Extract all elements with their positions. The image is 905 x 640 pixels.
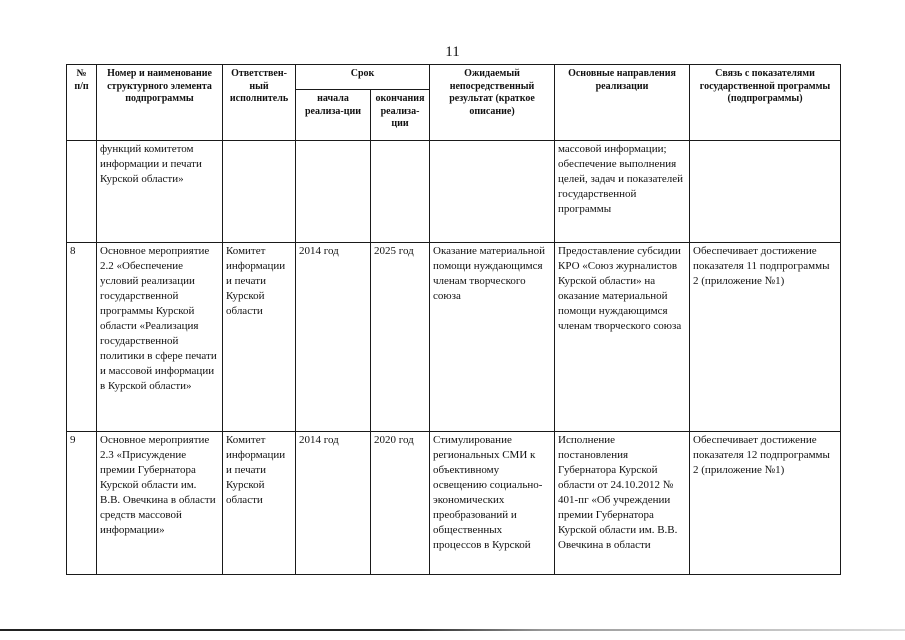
table-row: [67, 141, 841, 243]
cell-executor: Комитет информации и печати Курской области: [223, 432, 296, 575]
cell-link: Обеспечивает достижение показателя 12 подпрограммы 2 (приложение №1): [690, 432, 841, 575]
table-row: [67, 432, 841, 575]
cell-link: Обеспечивает достижение показателя 11 подпрограммы 2 (приложение №1): [690, 243, 841, 432]
cell-element: Основное мероприятие 2.3 «Присуждение премии Губернатора Курской области им. В.В. Овечкина в области средств массовой информации»: [97, 432, 223, 575]
cell-element: функций комитетом информации и печати Курской области»: [97, 141, 223, 243]
header-result: Ожидаемый непосредственный результат (краткое описание): [430, 65, 555, 141]
cell-num: 8: [67, 243, 97, 432]
cell-element: Основное мероприятие 2.2 «Обеспечение условий реализации государственной программы Курской области «Реализация государственной политики в сфере печати и массовой информации в Курской области»: [97, 243, 223, 432]
header-num: № п/п: [67, 65, 97, 141]
cell-result: Стимулирование региональных СМИ к объективному освещению социально-экономических преобразований и общественных процессов в Курской: [430, 432, 555, 575]
cell-directions: Исполнение постановления Губернатора Курской области от 24.10.2012 № 401-пг «Об учреждении премии Губернатора Курской области им. В.В. Овечкина в области: [555, 432, 690, 575]
cell-directions: Предоставление субсидии КРО «Союз журналистов Курской области» на оказание материальной помощи нуждающимся членам творческого союза: [555, 243, 690, 432]
header-start: начала реализа-ции: [296, 90, 371, 141]
cell-end: 2020 год: [371, 432, 430, 575]
cell-start: [296, 141, 371, 243]
header-term: Срок: [296, 65, 430, 90]
cell-executor: Комитет информации и печати Курской области: [223, 243, 296, 432]
cell-start: 2014 год: [296, 432, 371, 575]
cell-link: [690, 141, 841, 243]
header-end: окончания реализа-ции: [371, 90, 430, 141]
cell-num: [67, 141, 97, 243]
cell-num: 9: [67, 432, 97, 575]
cell-end: 2025 год: [371, 243, 430, 432]
page-number: 11: [445, 44, 460, 60]
scan-bottom-edge: [0, 629, 905, 631]
header-link: Связь с показателями государственной программы (подпрограммы): [690, 65, 841, 141]
cell-directions: массовой информации; обеспечение выполнения целей, задач и показателей государственной программы: [555, 141, 690, 243]
cell-end: [371, 141, 430, 243]
cell-result: Оказание материальной помощи нуждающимся членам творческого союза: [430, 243, 555, 432]
header-element: Номер и наименование структурного элемента подпрограммы: [97, 65, 223, 141]
program-table: [66, 64, 841, 575]
cell-result: [430, 141, 555, 243]
table-row: [67, 243, 841, 432]
header-executor: Ответствен-ный исполнитель: [223, 65, 296, 141]
header-directions: Основные направления реализации: [555, 65, 690, 141]
cell-executor: [223, 141, 296, 243]
cell-start: 2014 год: [296, 243, 371, 432]
